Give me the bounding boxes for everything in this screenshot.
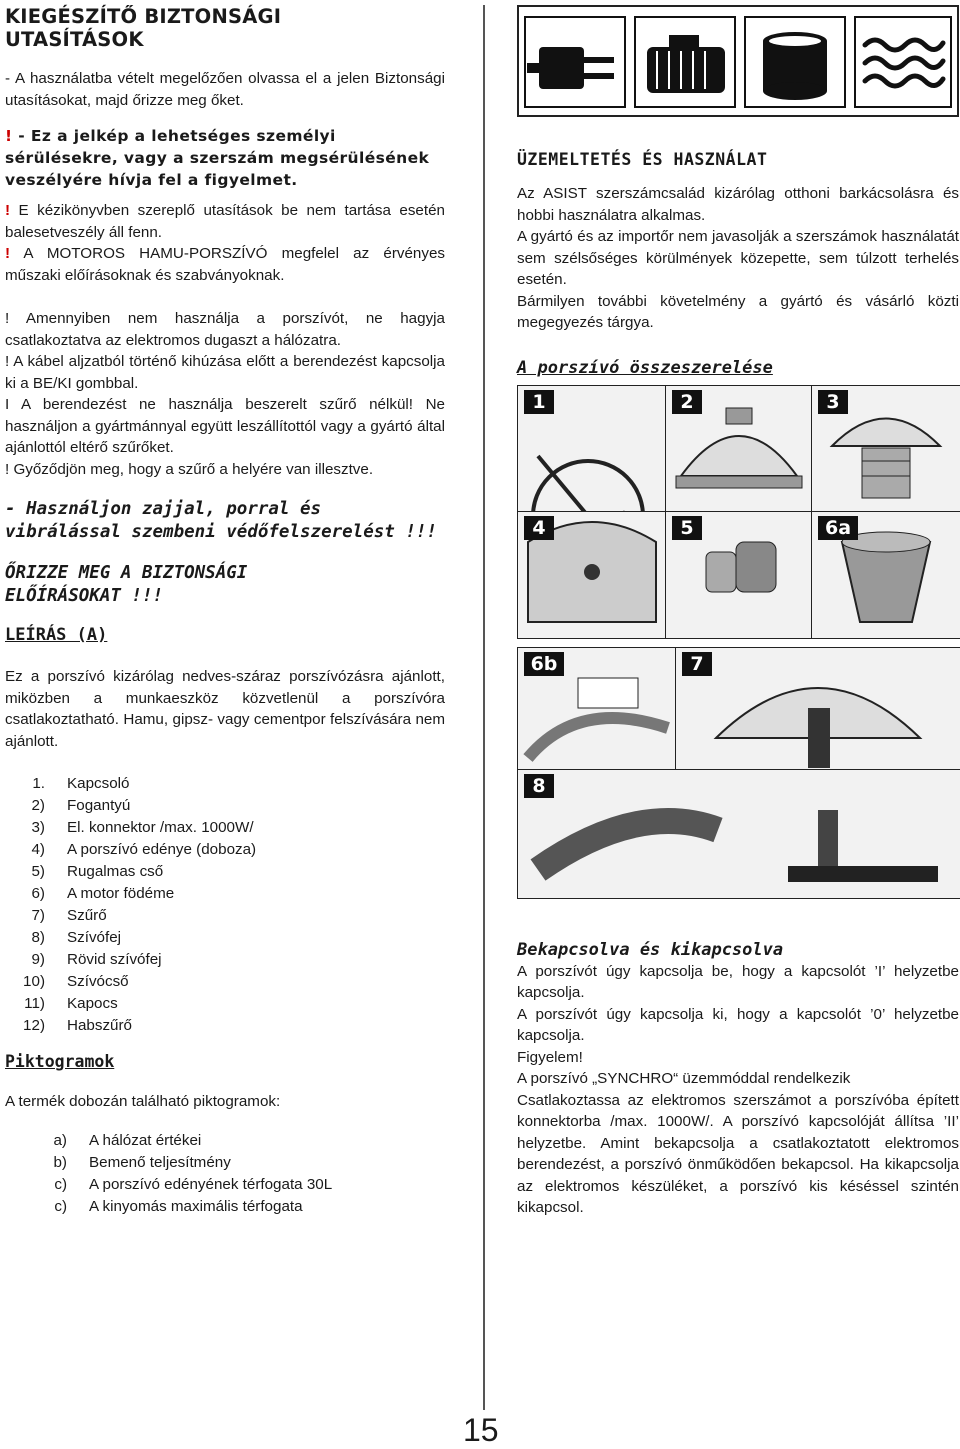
pictogram-icons — [519, 7, 957, 115]
pictogram-strip — [517, 5, 959, 117]
column-divider — [483, 5, 485, 1410]
pictogram-item-number: c) — [54, 1175, 67, 1193]
part-item — [5, 883, 445, 905]
intro-text: - A használatba vételt megelőzően olvassa el a jelen Biztonsági utasításokat, majd őrizze meg őket. — [5, 70, 445, 109]
pictogram-item — [5, 1152, 445, 1174]
part-item-number: 4) — [31, 841, 45, 858]
part-item — [5, 927, 445, 949]
airflow-icon — [865, 40, 943, 86]
part-item-number: 7) — [31, 907, 45, 924]
assembly-panel-1: 1 — [517, 385, 667, 639]
operation-paragraph-3: Bármilyen további követelmény a gyártó és vásárló közti megegyezés tárgya. — [517, 292, 959, 331]
part-item — [5, 971, 445, 993]
part-item-number: 3) — [31, 819, 45, 836]
operation-paragraph-2: A gyártó és az importőr nem javasolják a szerszámok használatát sem szélsőséges körülmények közepette, sem túlzott terhelés esetén. — [517, 228, 959, 288]
part-item-number: 5) — [31, 863, 45, 880]
part-item-number: 8) — [31, 929, 45, 946]
part-item — [5, 861, 445, 883]
part-item — [5, 993, 445, 1015]
part-item — [5, 949, 445, 971]
safety-title: KIEGÉSZÍTŐ BIZTONSÁGI UTASÍTÁSOK — [5, 5, 282, 51]
pictogram-item-label: A hálózat értékei — [89, 1131, 202, 1149]
left-column — [5, 5, 445, 1218]
motor-icon — [647, 35, 725, 93]
part-item-label: Szűrő — [67, 907, 107, 924]
operation-paragraph-1: Az ASIST szerszámcsalád kizárólag otthoni barkácsolásra és hobbi használatra alkalmas. — [517, 185, 959, 224]
part-item-label: A motor födéme — [67, 885, 175, 902]
part-item-label: Habszűrő — [67, 1017, 132, 1034]
assembly-illustrations — [517, 385, 959, 897]
keep-instructions: ŐRIZZE MEG A BIZTONSÁGI ELŐÍRÁSOKAT !!! — [5, 563, 248, 606]
part-item — [5, 773, 445, 795]
onoff-paragraph-1: A porszívót úgy kapcsolja be, hogy a kapcsolót ’I’ helyzetbe kapcsolja. — [517, 962, 959, 1001]
pictograms-list — [5, 1130, 445, 1218]
pictogram-item-label: A porszívó edényének térfogata 30L — [89, 1175, 333, 1193]
safety-paragraph-3: ! Amennyiben nem használja a porszívót, ne hagyja csatlakoztatva az elektromos dugaszt a hálózatra. — [5, 310, 445, 349]
onoff-paragraph-3: Figyelem! — [517, 1048, 583, 1066]
part-item — [5, 839, 445, 861]
onoff-paragraph-5: Csatlakoztassa az elektromos szerszámot a porszívóba épített konnektorba /max. 1000W/. A porszívó kapcsolóját állítsa ’II’ helyzetbe. Amint bekapcsolja a csatlakoztatott elektromos berendezést, a porszívó önműködően bekapcsol. Ha kikapcsolja az elektromos készüléket, a porszívó kis késéssel szintén kikapcsol. — [517, 1091, 959, 1216]
description-title: LEÍRÁS (A) — [5, 625, 108, 645]
part-item-number: 10) — [23, 973, 45, 990]
safety-paragraph-1: ! E kézikönyvben szereplő utasítások be nem tartása esetén balesetveszély áll fenn. — [5, 202, 445, 241]
part-item — [5, 905, 445, 927]
operation-title: ÜZEMELTETÉS ÉS HASZNÁLAT — [517, 150, 768, 169]
pictogram-item-label: A kinyomás maximális térfogata — [89, 1197, 303, 1215]
ppe-warning: - Használjon zajjal, porral és vibrálással szembeni védőfelszerelést !!! — [5, 499, 437, 542]
pictogram-item — [5, 1196, 445, 1218]
pictogram-item-number: a) — [53, 1131, 67, 1149]
assembly-panel-5: 5 — [665, 511, 813, 639]
assembly-panel-8: 8 — [517, 769, 960, 899]
pictograms-title: Piktogramok — [5, 1052, 115, 1071]
assembly-panel-6b: 6b — [517, 647, 677, 771]
part-item-number: 2) — [31, 797, 45, 814]
safety-paragraph-5: I A berendezést ne használja beszerelt szűrő nélkül! Ne használjon a gyártmánnyal együtt leszállítottól vagy a gyártó által ajánlottól eltérő szűrőket. — [5, 396, 445, 456]
part-item-number: 6) — [31, 885, 45, 902]
description-text: Ez a porszívó kizárólag nedves-száraz porszívózásra ajánlott, miközben a munkaeszköz közvetlenül a porszívóra csatlakoztatható. Hamu, gipsz- vagy cementpor felszívására nem ajánlott. — [5, 668, 445, 750]
part-item-number: 11) — [24, 995, 45, 1012]
part-item-label: Rövid szívófej — [67, 951, 162, 968]
part-item-label: Rugalmas cső — [67, 863, 164, 880]
assembly-panel-4b: 4 — [517, 511, 667, 639]
part-item-label: Szívófej — [67, 929, 122, 946]
safety-paragraph-6: ! Győződjön meg, hogy a szűrő a helyére van illesztve. — [5, 460, 374, 478]
onoff-paragraph-2: A porszívót úgy kapcsolja ki, hogy a kapcsolót ’0’ helyzetbe kapcsolja. — [517, 1005, 959, 1044]
plug-icon — [527, 47, 614, 89]
assembly-panel-8-art — [518, 770, 960, 898]
onoff-title: Bekapcsolva és kikapcsolva — [517, 939, 784, 960]
warning-mark: ! — [5, 127, 13, 145]
pictogram-item-number: c) — [54, 1197, 67, 1215]
pictograms-intro: A termék dobozán található piktogramok: — [5, 1093, 281, 1110]
part-item — [5, 1015, 445, 1037]
part-item-number: 9) — [31, 951, 45, 968]
part-item-label: Kapocs — [67, 995, 118, 1012]
part-item — [5, 817, 445, 839]
part-item-label: Szívócső — [67, 973, 129, 990]
safety-paragraph-2: ! A MOTOROS HAMU-PORSZÍVÓ megfelel az érvényes műszaki előírásoknak és szabványoknak. — [5, 245, 445, 284]
assembly-title: A porszívó összeszerelése — [517, 357, 773, 378]
part-item-label: El. konnektor /max. 1000W/ — [67, 819, 254, 836]
assembly-panel-7-art — [676, 648, 960, 770]
pictogram-item-label: Bemenő teljesítmény — [89, 1153, 231, 1171]
part-item — [5, 795, 445, 817]
page-number: 15 — [463, 1412, 499, 1448]
part-item-number: 1. — [32, 775, 45, 792]
assembly-panel-2: 2 — [665, 385, 813, 513]
assembly-panel-3: 3 — [811, 385, 960, 513]
parts-list — [5, 773, 445, 1037]
assembly-panel-6a: 6a — [811, 511, 960, 639]
pictogram-item — [5, 1130, 445, 1152]
pictogram-item-number: b) — [53, 1153, 67, 1171]
part-item-label: Kapcsoló — [67, 775, 130, 792]
pictogram-item — [5, 1174, 445, 1196]
right-column — [517, 5, 959, 1219]
part-item-label: A porszívó edénye (doboza) — [67, 841, 257, 858]
assembly-panel-7: 7 — [675, 647, 960, 771]
part-item-label: Fogantyú — [67, 797, 131, 814]
warning-symbol-text: ! - Ez a jelkép a lehetséges személyi sérülésekre, vagy a szerszám megsérülésének veszélyére hívja fel a figyelmet. — [5, 127, 430, 189]
part-item-number: 12) — [23, 1017, 45, 1034]
container-icon — [763, 32, 827, 100]
safety-paragraph-4: ! A kábel aljzatból történő kihúzása előtt a berendezést kapcsolja ki a BE/KI gombbal. — [5, 353, 445, 392]
onoff-paragraph-4: A porszívó „SYNCHRO“ üzemmóddal rendelkezik — [517, 1070, 851, 1087]
